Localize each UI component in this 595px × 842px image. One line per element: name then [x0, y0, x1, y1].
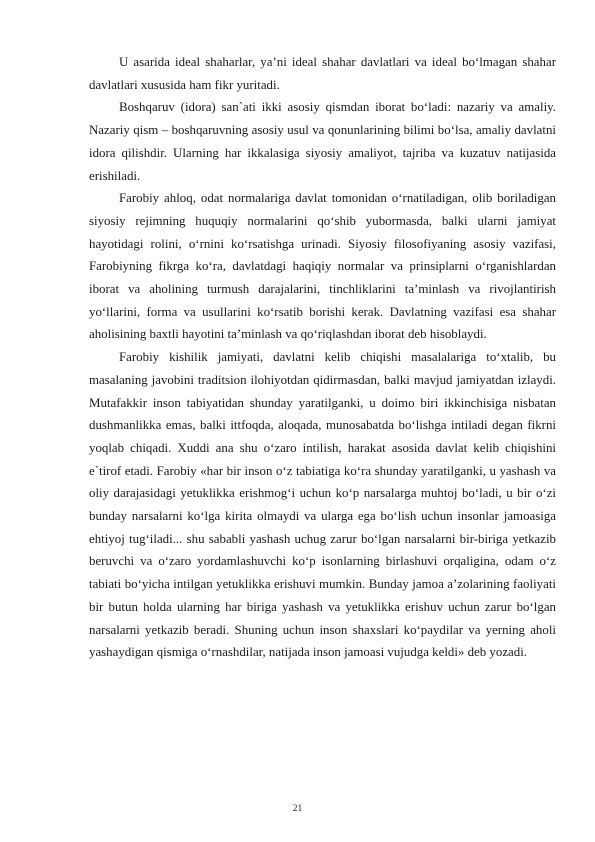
paragraph: U asarida ideal shaharlar, ya’ni ideal shahar davlatlari va ideal bo‘lmagan shahar davlatlari xususida ham fikr yuritadi.: [89, 55, 556, 92]
paragraph: Farobiy ahloq, odat normalariga davlat tomonidan o‘rnatiladigan, olib boriladigan siyosiy rejimning huquqiy normalarini qo‘shib yubormasda, balki ularni jamiyat hayotidagi rolini, o‘rnini ko‘rsatishga urinadi. Siyosiy filosofiyaning asosiy vazifasi, Farobiyning fikrga ko‘ra, davlatdagi haqiqiy normalar va prinsiplarni o‘rganishlardan iborat va aholining turmush darajalarini, tinchliklarini ta’minlash va rivojlantirish yo‘llarini, forma va usullarini ko‘rsatib borishi kerak. Davlatning vazifasi esa shahar aholisining baxtli hayotini ta’minlash va qo‘riqlashdan iborat deb hisoblaydi.: [89, 191, 556, 342]
body-text: [89, 51, 556, 664]
page-number: 21: [292, 804, 303, 814]
paragraph: Boshqaruv (idora) san`ati ikki asosiy qismdan iborat bo‘ladi: nazariy va amaliy. Nazariy qism – boshqaruvning asosiy usul va qonunlarining bilimi bo‘lsa, amaliy davlatni idora qilishdir. Ularning har ikkalasiga siyosiy amaliyot, tajriba va kuzatuv natijasida erishiladi.: [89, 100, 556, 183]
paragraph: Farobiy kishilik jamiyati, davlatni kelib chiqishi masalalariga to‘xtalib, bu masalaning javobini traditsion ilohiyotdan qidirmasdan, balki mavjud jamiyatdan izlaydi. Mutafakkir inson tabiyatidan shunday yaratilganki, u doimo biri ikkinchisiga nisbatan dushmanlikka emas, balki ittfoqda, aloqada, munosabatda bo‘lishga intiladi degan fikrni yoqlab chiqadi. Xuddi ana shu o‘zaro intilish, harakat asosida davlat kelib chiqishini e`tirof etadi. Farobiy «har bir inson o‘z tabiatiga ko‘ra shunday yaratilganki, u yashash va oliy darajasidagi yetuklikka erishmog‘i uchun ko‘p narsalarga muhtoj bo‘ladi, u bir o‘zi bunday narsalarni ko‘lga kirita olmaydi va ularga ega bo‘lish uchun insonlar jamoasiga ehtiyoj tug‘iladi... shu sababli yashash uchug zarur bo‘lgan narsalarni bir-biriga yetkazib beruvchi va o‘zaro yordamlashuvchi ko‘p isonlarning birlashuvi orqaligina, odam o‘z tabiati bo‘yicha intilgan yetuklikka erishuvi mumkin. Bunday jamoa a’zolarining faoliyati bir butun holda ularning har biriga yashash va yetuklikka erishuv uchun zarur bo‘lgan narsalarni yetkazib beradi. Shuning uchun inson shaxslari ko‘paydilar va yerning aholi yashaydigan qismiga o‘rnashdilar, natijada inson jamoasi vujudga keldi» deb yozadi.: [89, 350, 556, 660]
